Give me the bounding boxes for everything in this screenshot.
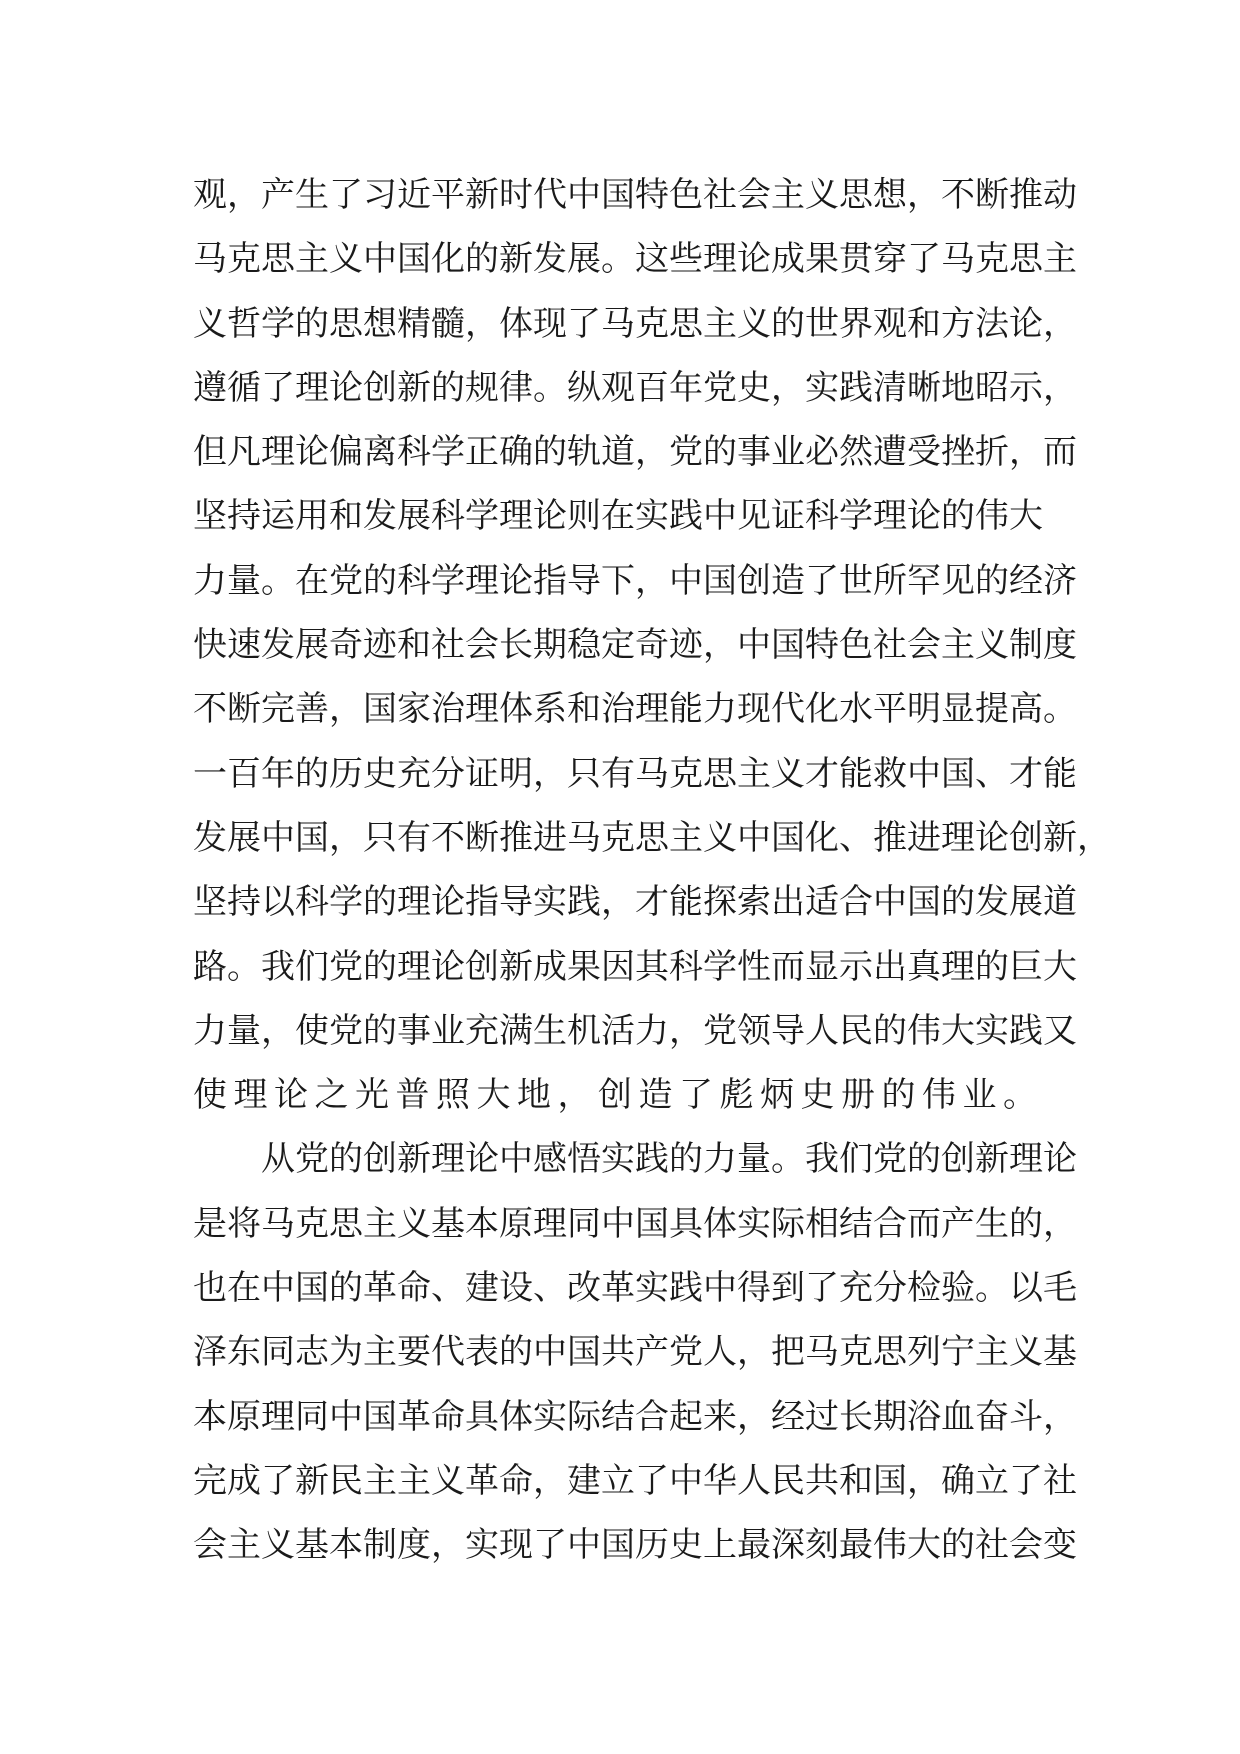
text-line: 路。我们党的理论创新成果因其科学性而显示出真理的巨大 (193, 946, 1077, 987)
text-line: 一百年的历史充分证明，只有马克思主义才能救中国、才能 (193, 753, 1077, 794)
paragraph-first-line: 从党的创新理论中感悟实践的力量。我们党的创新理论 (261, 1139, 1077, 1180)
text-line: 义哲学的思想精髓，体现了马克思主义的世界观和方法论， (193, 303, 1077, 344)
body-text (193, 163, 1111, 1578)
text-line: 是将马克思主义基本原理同中国具体实际相结合而产生的， (193, 1203, 1077, 1244)
paragraph-end-line: 使理论之光普照大地，创造了彪炳史册的伟业。 (193, 1075, 1044, 1116)
text-line: 遵循了理论创新的规律。纵观百年党史，实践清晰地昭示， (193, 367, 1077, 408)
text-line: 坚持运用和发展科学理论则在实践中见证科学理论的伟大 (193, 496, 1043, 537)
text-line: 快速发展奇迹和社会长期稳定奇迹，中国特色社会主义制度 (193, 625, 1077, 666)
text-line: 力量，使党的事业充满生机活力，党领导人民的伟大实践又 (193, 1010, 1077, 1051)
text-line: 完成了新民主主义革命，建立了中华人民共和国，确立了社 (193, 1460, 1077, 1501)
text-line: 不断完善，国家治理体系和治理能力现代化水平明显提高。 (193, 689, 1077, 730)
text-line: 泽东同志为主要代表的中国共产党人，把马克思列宁主义基 (193, 1332, 1077, 1373)
text-line: 也在中国的革命、建设、改革实践中得到了充分检验。以毛 (193, 1268, 1077, 1309)
text-line: 观，产生了习近平新时代中国特色社会主义思想，不断推动 (193, 175, 1077, 215)
text-line: 力量。在党的科学理论指导下，中国创造了世所罕见的经济 (193, 560, 1077, 601)
text-line: 本原理同中国革命具体实际结合起来，经过长期浴血奋斗， (193, 1396, 1077, 1437)
text-line: 坚持以科学的理论指导实践，才能探索出适合中国的发展道 (193, 882, 1077, 923)
text-line: 马克思主义中国化的新发展。这些理论成果贯穿了马克思主 (193, 239, 1077, 280)
text-line: 会主义基本制度，实现了中国历史上最深刻最伟大的社会变 (193, 1525, 1077, 1566)
text-line: 发展中国，只有不断推进马克思主义中国化、推进理论创新， (193, 817, 1111, 858)
text-line: 但凡理论偏离科学正确的轨道，党的事业必然遭受挫折，而 (193, 432, 1077, 473)
